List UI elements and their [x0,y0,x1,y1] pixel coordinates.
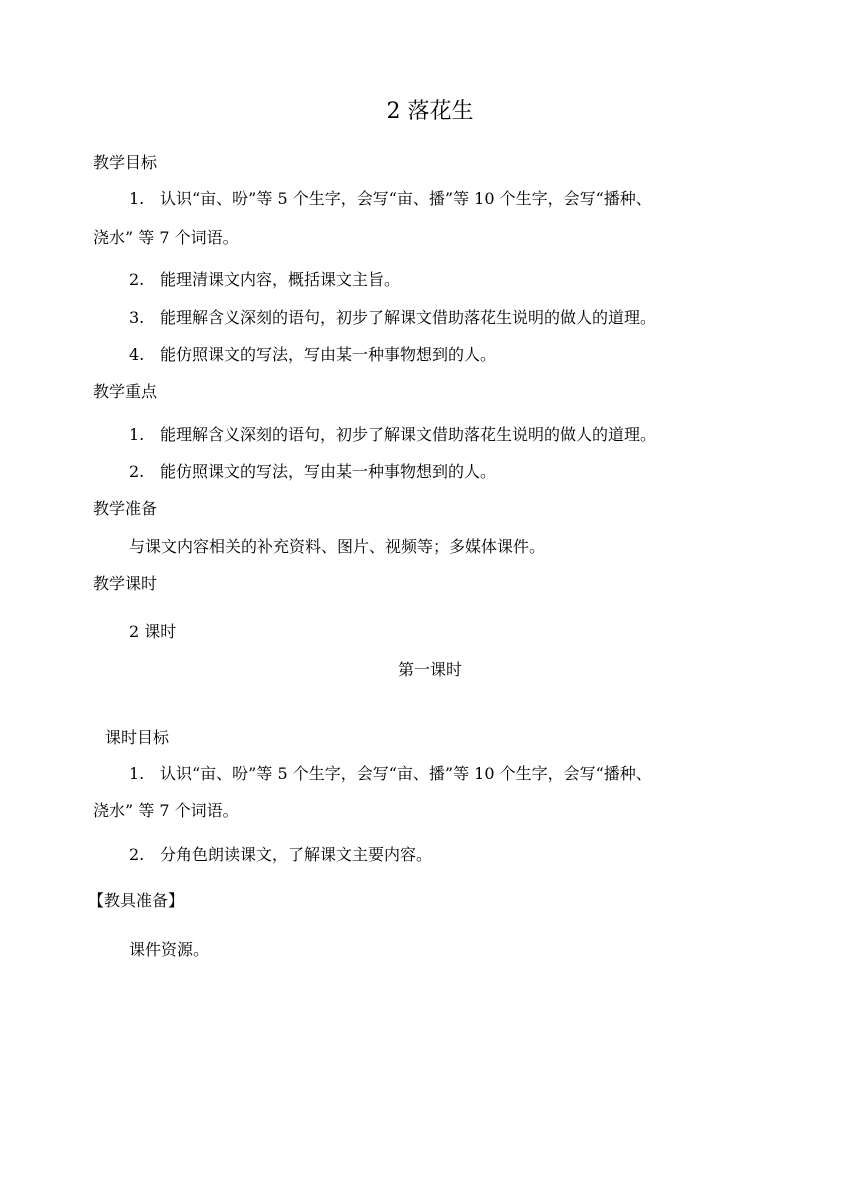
tools-text: 课件资源。 [129,940,210,959]
objective-item-3-number: 3. [129,308,145,327]
objective-item-1-number: 1. [129,189,145,208]
key-point-item-2-number: 2. [129,462,145,481]
lesson-objective-item-1-text: 认识“亩、吩”等 5 个生字，会写“亩、播”等 10 个生字，会写“播种、 [160,764,652,783]
objectives-heading: 教学目标 [93,153,158,172]
objective-item-2-number: 2. [129,270,145,289]
objective-item-4-number: 4. [129,345,145,364]
lesson-objective-item-1-number: 1. [129,764,145,783]
tools-heading: 【教具准备】 [88,891,185,910]
objective-item-2-text: 能理清课文内容，概括课文主旨。 [160,270,401,289]
objective-item-3-text: 能理解含义深刻的语句，初步了解课文借助落花生说明的做人的道理。 [160,308,657,327]
key-point-item-1 [129,427,656,443]
key-point-item-2 [129,464,496,480]
preparation-text: 与课文内容相关的补充资料、图片、视频等；多媒体课件。 [129,537,546,556]
first-lesson-heading: 第一课时 [397,660,462,679]
class-hours-heading: 教学课时 [93,574,158,593]
key-point-item-2-text: 能仿照课文的写法，写由某一种事物想到的人。 [160,462,497,481]
lesson-objective-item-2-text: 分角色朗读课文，了解课文主要内容。 [160,845,433,864]
objective-item-3 [129,310,656,326]
objective-item-4-text: 能仿照课文的写法，写由某一种事物想到的人。 [160,345,497,364]
lesson-objectives-heading: 课时目标 [105,728,170,747]
lesson-objective-item-1-line-2: 浇水” 等 7 个词语。 [93,801,239,820]
objective-item-4 [129,347,496,363]
objective-item-1-text: 认识“亩、吩”等 5 个生字，会写“亩、播”等 10 个生字，会写“播种、 [160,189,652,208]
class-hours-text: 2 课时 [129,622,177,641]
objective-item-2 [129,272,400,288]
document-title: 2 落花生 [386,99,474,124]
key-point-item-1-text: 能理解含义深刻的语句，初步了解课文借助落花生说明的做人的道理。 [160,425,657,444]
objective-item-1-line-1 [129,191,652,207]
lesson-objective-item-1-line-1 [129,766,652,782]
lesson-objective-item-2-number: 2. [129,845,145,864]
key-points-heading: 教学重点 [93,382,158,401]
key-point-item-1-number: 1. [129,425,145,444]
lesson-objective-item-2 [129,847,432,863]
preparation-heading: 教学准备 [93,499,158,518]
objective-item-1-line-2: 浇水” 等 7 个词语。 [93,228,239,247]
